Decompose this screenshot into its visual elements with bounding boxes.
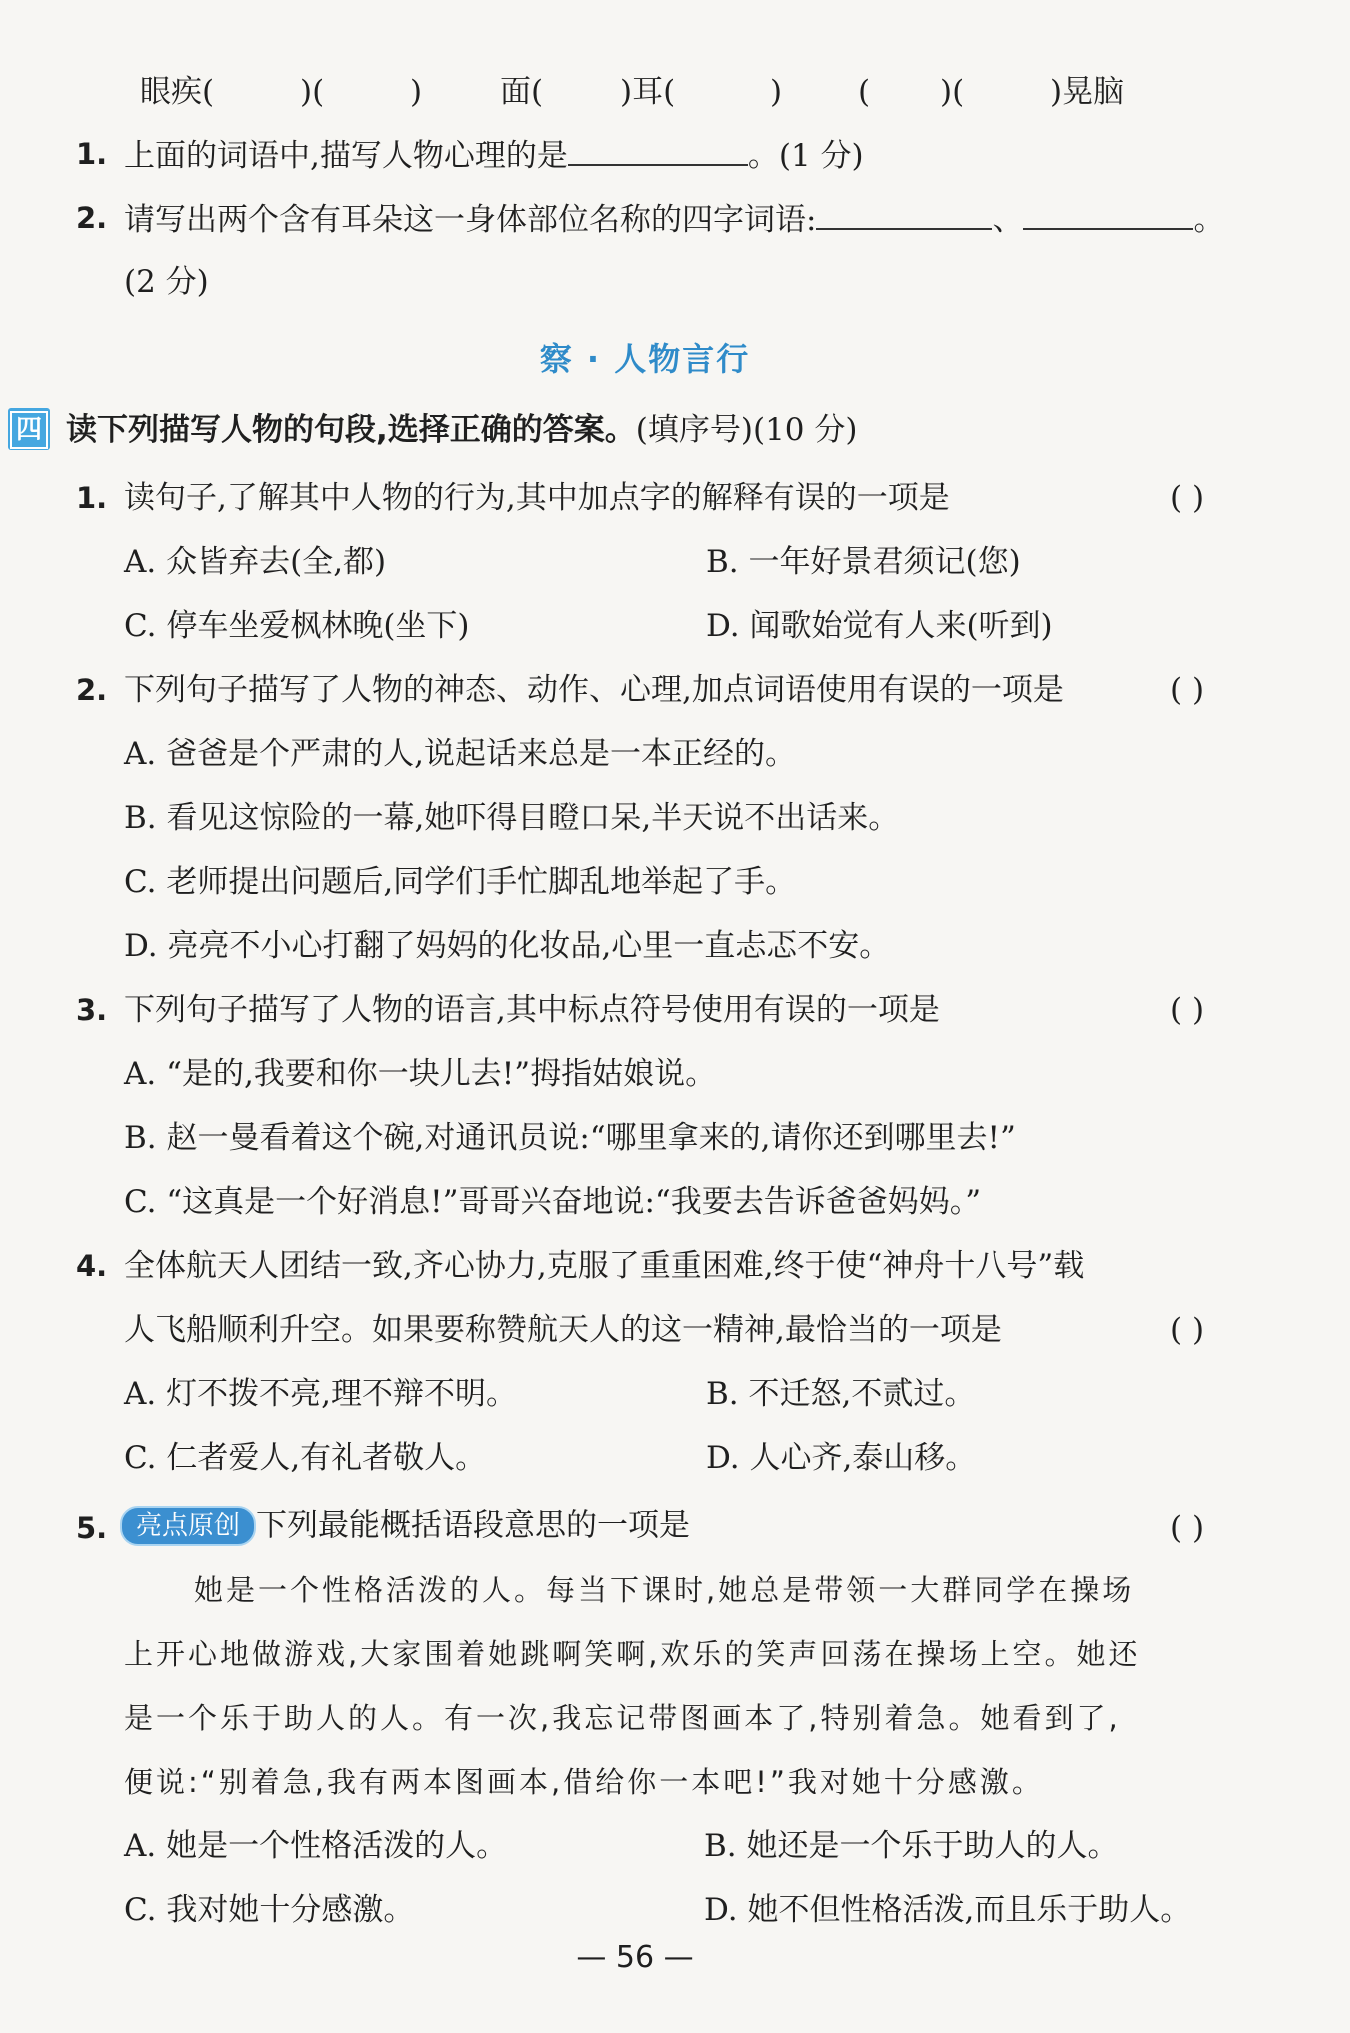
score-text: (2 分)	[124, 264, 209, 300]
separator: 、	[992, 202, 1024, 238]
question-number: 3.	[76, 993, 108, 1027]
question-number: 2.	[76, 673, 108, 707]
question-text: 下列句子描写了人物的语言,其中标点符号使用有误的一项是	[124, 992, 940, 1028]
option-a[interactable]: A. 爸爸是个严肃的人,说起话来总是一本正经的。	[124, 736, 796, 772]
question-number: 1.	[76, 137, 108, 171]
question-text: 请写出两个含有耳朵这一身体部位名称的四字词语:	[124, 202, 817, 238]
question-text: 读句子,了解其中人物的行为,其中加点字的解释有误的一项是	[124, 480, 950, 516]
question-number: 1.	[76, 481, 108, 515]
idiom-1-start: 眼疾(	[140, 74, 215, 110]
option-c[interactable]: C. 仁者爱人,有礼者敬人。	[124, 1440, 487, 1476]
passage-text: 是一个乐于助人的人。有一次,我忘记带图画本了,特别着急。她看到了,	[124, 1701, 1121, 1735]
idiom-3-start: (	[858, 74, 871, 110]
answer-blank[interactable]	[1023, 198, 1193, 230]
part-note: (填序号)(10 分)	[635, 412, 858, 448]
part-instruction: 读下列描写人物的句段,选择正确的答案。	[66, 412, 636, 448]
idiom-1-mid: )(	[300, 74, 325, 110]
option-a[interactable]: A. “是的,我要和你一块儿去!”拇指姑娘说。	[124, 1056, 717, 1092]
idiom-1-end: )	[410, 74, 423, 110]
question-number: 4.	[76, 1249, 108, 1283]
passage-text: 上开心地做游戏,大家围着她跳啊笑啊,欢乐的笑声回荡在操场上空。她还	[124, 1637, 1141, 1671]
option-a[interactable]: A. 众皆弃去(全,都)	[124, 544, 387, 580]
answer-paren[interactable]: ( )	[1170, 1510, 1205, 1546]
option-c[interactable]: C. “这真是一个好消息!”哥哥兴奋地说:“我要去告诉爸爸妈妈。”	[124, 1184, 982, 1220]
answer-paren[interactable]: ( )	[1170, 672, 1205, 708]
option-d[interactable]: D. 她不但性格活泼,而且乐于助人。	[704, 1892, 1192, 1928]
passage-text: 便说:“别着急,我有两本图画本,借给你一本吧!”我对她十分感激。	[124, 1765, 1044, 1799]
answer-blank[interactable]	[568, 134, 748, 166]
question-text: 下列句子描写了人物的神态、动作、心理,加点词语使用有误的一项是	[124, 672, 1064, 708]
option-b[interactable]: B. 不迁怒,不贰过。	[706, 1376, 976, 1412]
option-d[interactable]: D. 闻歌始觉有人来(听到)	[706, 608, 1053, 644]
option-d[interactable]: D. 亮亮不小心打翻了妈妈的化妆品,心里一直忐忑不安。	[124, 928, 891, 964]
answer-paren[interactable]: ( )	[1170, 1312, 1205, 1348]
score-text: 。(1 分)	[747, 138, 864, 174]
question-text: 上面的词语中,描写人物心理的是	[124, 138, 568, 174]
end-mark: 。	[1193, 202, 1225, 238]
option-d[interactable]: D. 人心齐,泰山移。	[706, 1440, 977, 1476]
answer-paren[interactable]: ( )	[1170, 992, 1205, 1028]
option-a[interactable]: A. 她是一个性格活泼的人。	[124, 1828, 508, 1864]
option-c[interactable]: C. 老师提出问题后,同学们手忙脚乱地举起了手。	[124, 864, 797, 900]
question-text-line1: 全体航天人团结一致,齐心协力,克服了重重困难,终于使“神舟十八号”载	[124, 1248, 1085, 1284]
part-badge	[8, 408, 50, 450]
answer-blank[interactable]	[816, 198, 992, 230]
section-title: 察 · 人物言行	[539, 340, 751, 378]
option-b[interactable]: B. 赵一曼看着这个碗,对通讯员说:“哪里拿来的,请你还到哪里去!”	[124, 1120, 1016, 1156]
idiom-2-end: )	[770, 74, 783, 110]
option-b[interactable]: B. 一年好景君须记(您)	[706, 544, 1021, 580]
option-c[interactable]: C. 停车坐爱枫林晚(坐下)	[124, 608, 470, 644]
passage-text: 她是一个性格活泼的人。每当下课时,她总是带领一大群同学在操场	[194, 1573, 1135, 1607]
question-text: 下列最能概括语段意思的一项是	[256, 1507, 691, 1544]
original-badge: 亮点原创	[120, 1506, 256, 1546]
idiom-2-start: 面(	[500, 74, 544, 110]
option-c[interactable]: C. 我对她十分感激。	[124, 1892, 415, 1928]
question-number: 5.	[76, 1511, 108, 1545]
option-a[interactable]: A. 灯不拨不亮,理不辩不明。	[124, 1376, 517, 1412]
question-text-line2: 人飞船顺利升空。如果要称赞航天人的这一精神,最恰当的一项是	[124, 1312, 1002, 1348]
idiom-2-mid: )耳(	[620, 74, 676, 110]
idiom-3-end: )晃脑	[1050, 74, 1125, 110]
part-badge-label: 四	[10, 411, 48, 449]
option-b[interactable]: B. 看见这惊险的一幕,她吓得目瞪口呆,半天说不出话来。	[124, 800, 900, 836]
idiom-3-mid: )(	[940, 74, 965, 110]
answer-paren[interactable]: ( )	[1170, 480, 1205, 516]
question-number: 2.	[76, 201, 108, 235]
option-b[interactable]: B. 她还是一个乐于助人的人。	[704, 1828, 1119, 1864]
page-number: — 56 —	[576, 1940, 694, 1975]
